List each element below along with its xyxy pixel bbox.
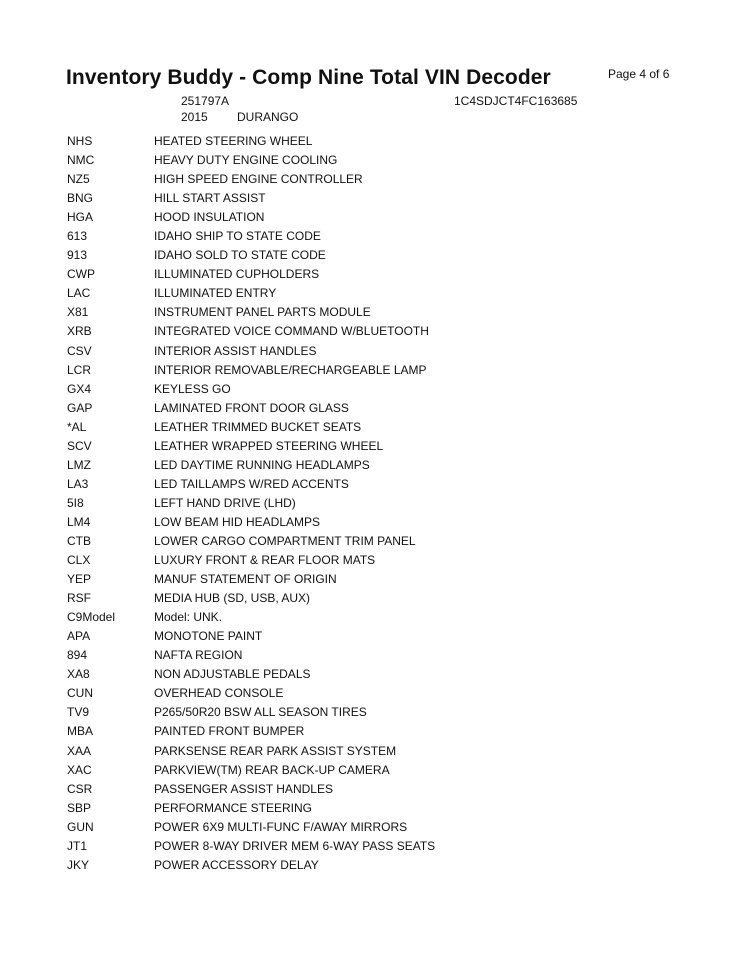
option-code: YEP: [67, 572, 92, 587]
option-code: BNG: [67, 191, 94, 206]
option-code: C9Model: [67, 610, 116, 625]
code-row: [0, 667, 742, 686]
code-row: [0, 648, 742, 667]
option-description: LEFT HAND DRIVE (LHD): [154, 495, 296, 510]
code-row: [0, 572, 742, 591]
option-code: JKY: [67, 857, 90, 872]
option-description: MEDIA HUB (SD, USB, AUX): [154, 591, 311, 606]
code-row: [0, 229, 742, 248]
option-code: CSV: [67, 343, 92, 358]
code-row: [0, 763, 742, 782]
option-code: LM4: [67, 514, 91, 529]
option-code: LCR: [67, 362, 92, 377]
option-code: CLX: [67, 553, 91, 568]
option-code: SCV: [67, 438, 92, 453]
option-code: 894: [67, 648, 88, 663]
option-code: CWP: [67, 267, 95, 282]
option-code: RSF: [67, 591, 91, 606]
code-row: [0, 191, 742, 210]
option-code: CUN: [67, 686, 93, 701]
option-code: GX4: [67, 381, 92, 396]
option-description: IDAHO SOLD TO STATE CODE: [154, 248, 326, 263]
option-description: INSTRUMENT PANEL PARTS MODULE: [154, 305, 371, 320]
code-row: [0, 534, 742, 553]
option-code: CSR: [67, 781, 93, 796]
option-description: LED TAILLAMPS W/RED ACCENTS: [154, 476, 349, 491]
code-row: [0, 153, 742, 172]
option-code: XAC: [67, 762, 92, 777]
stock-number-value: 251797A: [181, 94, 230, 108]
option-description: NON ADJUSTABLE PEDALS: [154, 667, 311, 682]
model-value: DURANGO: [237, 110, 299, 124]
code-row: [0, 629, 742, 648]
option-description: HILL START ASSIST: [154, 191, 266, 206]
option-code: *AL: [67, 419, 87, 434]
option-description: MANUF STATEMENT OF ORIGIN: [154, 572, 337, 587]
option-code: HGA: [67, 210, 94, 225]
option-description: P265/50R20 BSW ALL SEASON TIRES: [154, 705, 367, 720]
option-description: MONOTONE PAINT: [154, 629, 263, 644]
option-code: CTB: [67, 533, 91, 548]
code-row: [0, 820, 742, 839]
option-description: HIGH SPEED ENGINE CONTROLLER: [154, 172, 363, 187]
code-row: [0, 839, 742, 858]
code-row: [0, 686, 742, 705]
code-row: [0, 477, 742, 496]
option-code: X81: [67, 305, 89, 320]
option-description: ILLUMINATED CUPHOLDERS: [154, 267, 320, 282]
year-value: 2015: [181, 110, 208, 124]
code-row: [0, 286, 742, 305]
code-row: [0, 458, 742, 477]
option-code: XA8: [67, 667, 90, 682]
option-code: 613: [67, 229, 88, 244]
option-code: MBA: [67, 724, 94, 739]
option-description: INTERIOR REMOVABLE/RECHARGEABLE LAMP: [154, 362, 427, 377]
code-row: [0, 496, 742, 515]
option-description: PARKSENSE REAR PARK ASSIST SYSTEM: [154, 743, 397, 758]
option-description: Model: UNK.: [154, 610, 223, 625]
option-code: LAC: [67, 286, 91, 301]
code-row: [0, 324, 742, 343]
option-description: LUXURY FRONT & REAR FLOOR MATS: [154, 553, 376, 568]
code-row: [0, 267, 742, 286]
code-row: [0, 134, 742, 153]
option-code: NHS: [67, 134, 93, 148]
option-code: NMC: [67, 153, 95, 168]
code-row: [0, 344, 742, 363]
code-row: [0, 801, 742, 820]
code-row: [0, 858, 742, 877]
option-description: LEATHER WRAPPED STEERING WHEEL: [154, 438, 384, 453]
option-description: HEAVY DUTY ENGINE COOLING: [154, 153, 338, 168]
code-row: [0, 420, 742, 439]
code-row: [0, 744, 742, 763]
option-description: LOWER CARGO COMPARTMENT TRIM PANEL: [154, 533, 416, 548]
option-code: GUN: [67, 819, 94, 834]
option-code-list: [0, 134, 742, 877]
code-row: [0, 305, 742, 324]
code-row: [0, 210, 742, 229]
option-code: XAA: [67, 743, 92, 758]
option-description: POWER 8-WAY DRIVER MEM 6-WAY PASS SEATS: [154, 838, 436, 853]
option-description: PARKVIEW(TM) REAR BACK-UP CAMERA: [154, 762, 390, 777]
option-description: PAINTED FRONT BUMPER: [154, 724, 305, 739]
option-code: LMZ: [67, 457, 91, 472]
code-row: [0, 172, 742, 191]
code-row: [0, 248, 742, 267]
option-description: PERFORMANCE STEERING: [154, 800, 313, 815]
code-row: [0, 439, 742, 458]
option-description: LED DAYTIME RUNNING HEADLAMPS: [154, 457, 370, 472]
option-code: 913: [67, 248, 88, 263]
code-row: [0, 610, 742, 629]
option-code: 5I8: [67, 495, 84, 510]
option-code: NZ5: [67, 172, 90, 187]
page-number: Page 4 of 6: [608, 67, 670, 81]
option-description: IDAHO SHIP TO STATE CODE: [154, 229, 321, 244]
option-description: HEATED STEERING WHEEL: [154, 134, 313, 148]
option-code: TV9: [67, 705, 90, 720]
option-description: PASSENGER ASSIST HANDLES: [154, 781, 333, 796]
document-title: Inventory Buddy - Comp Nine Total VIN Decoder: [66, 66, 551, 89]
option-code: LA3: [67, 476, 89, 491]
option-code: GAP: [67, 400, 93, 415]
option-description: LAMINATED FRONT DOOR GLASS: [154, 400, 349, 415]
code-row: [0, 705, 742, 724]
option-description: ILLUMINATED ENTRY: [154, 286, 277, 301]
vin-number-value: 1C4SDJCT4FC163685: [454, 94, 578, 108]
code-row: [0, 591, 742, 610]
option-description: INTERIOR ASSIST HANDLES: [154, 343, 317, 358]
code-row: [0, 782, 742, 801]
option-code: JT1: [67, 838, 88, 853]
option-code: APA: [67, 629, 91, 644]
option-code: XRB: [67, 324, 92, 339]
option-description: OVERHEAD CONSOLE: [154, 686, 284, 701]
code-row: [0, 363, 742, 382]
option-description: KEYLESS GO: [154, 381, 231, 396]
option-description: POWER ACCESSORY DELAY: [154, 857, 319, 872]
code-row: [0, 724, 742, 743]
code-row: [0, 515, 742, 534]
option-description: NAFTA REGION: [154, 648, 243, 663]
option-code: SBP: [67, 800, 92, 815]
option-description: INTEGRATED VOICE COMMAND W/BLUETOOTH: [154, 324, 429, 339]
option-description: HOOD INSULATION: [154, 210, 265, 225]
code-row: [0, 382, 742, 401]
code-row: [0, 401, 742, 420]
option-description: LEATHER TRIMMED BUCKET SEATS: [154, 419, 362, 434]
option-description: POWER 6X9 MULTI-FUNC F/AWAY MIRRORS: [154, 819, 408, 834]
option-description: LOW BEAM HID HEADLAMPS: [154, 514, 321, 529]
code-row: [0, 553, 742, 572]
